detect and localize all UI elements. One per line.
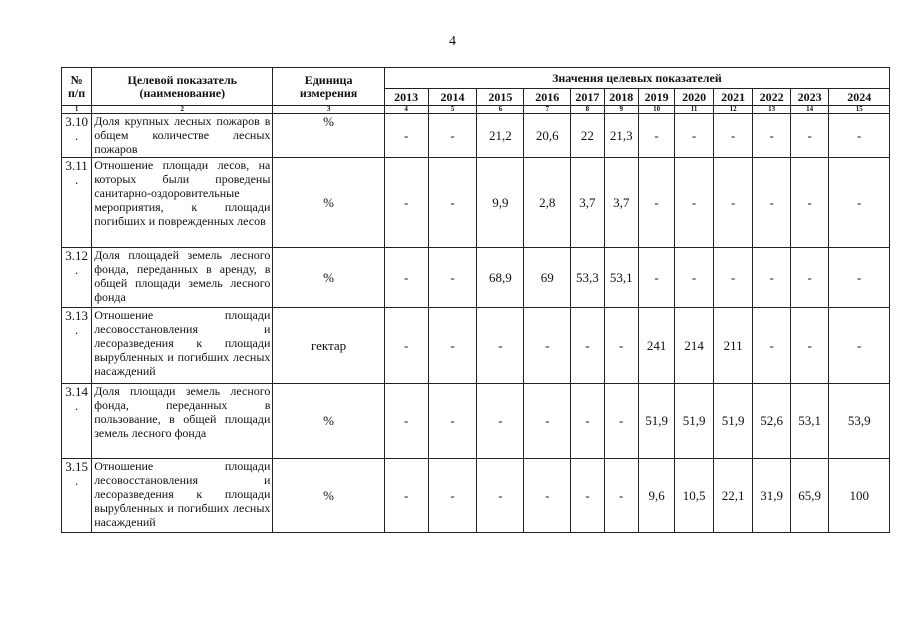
column-number: 6 — [477, 106, 524, 114]
value-cell: - — [675, 114, 714, 158]
column-number: 12 — [713, 106, 753, 114]
value-cell: 241 — [638, 308, 674, 384]
value-cell: - — [428, 459, 477, 533]
header-col-unit: Единица измерения — [273, 68, 384, 106]
indicator-name: Отношение площади лесов, на которых были проведены санитарно-оздоровительные мероприятия, к площади погибших и поврежденных лесов — [92, 158, 273, 248]
table-row — [62, 158, 890, 248]
column-number: 11 — [675, 106, 714, 114]
value-cell: - — [384, 114, 428, 158]
value-cell: - — [790, 308, 829, 384]
unit-of-measure: % — [273, 248, 384, 308]
column-number: 8 — [571, 106, 604, 114]
value-cell: 21,2 — [477, 114, 524, 158]
value-cell: - — [604, 459, 638, 533]
header-year: 2024 — [829, 89, 890, 106]
value-cell: - — [675, 158, 714, 248]
table-row — [62, 248, 890, 308]
value-cell: - — [384, 459, 428, 533]
table-row — [62, 308, 890, 384]
value-cell: 3,7 — [571, 158, 604, 248]
value-cell: 53,1 — [604, 248, 638, 308]
value-cell: - — [384, 308, 428, 384]
header-year: 2021 — [713, 89, 753, 106]
value-cell: 22 — [571, 114, 604, 158]
value-cell: - — [571, 384, 604, 459]
value-cell: 214 — [675, 308, 714, 384]
value-cell: 100 — [829, 459, 890, 533]
header-year: 2016 — [524, 89, 571, 106]
row-number: 3.11 . — [62, 158, 92, 248]
row-number: 3.12 . — [62, 248, 92, 308]
column-number: 9 — [604, 106, 638, 114]
header-values: Значения целевых показателей — [384, 68, 889, 89]
value-cell: - — [638, 114, 674, 158]
value-cell: 22,1 — [713, 459, 753, 533]
value-cell: 51,9 — [638, 384, 674, 459]
value-cell: 68,9 — [477, 248, 524, 308]
value-cell: - — [604, 384, 638, 459]
indicator-name: Отношение площади лесовосстановления и лесоразведения к площади вырубленных и погибших лесных насаждений — [92, 459, 273, 533]
value-cell: - — [428, 158, 477, 248]
value-cell: 20,6 — [524, 114, 571, 158]
value-cell: - — [638, 158, 674, 248]
header-col-number: № п/п — [62, 68, 92, 106]
value-cell: 9,6 — [638, 459, 674, 533]
value-cell: - — [829, 308, 890, 384]
header-year: 2014 — [428, 89, 477, 106]
value-cell: - — [713, 248, 753, 308]
page-number: 4 — [449, 34, 456, 49]
value-cell: - — [753, 248, 790, 308]
value-cell: - — [713, 114, 753, 158]
value-cell: - — [384, 384, 428, 459]
value-cell: - — [571, 308, 604, 384]
column-number: 10 — [638, 106, 674, 114]
value-cell: 65,9 — [790, 459, 829, 533]
row-number: 3.13 . — [62, 308, 92, 384]
value-cell: 21,3 — [604, 114, 638, 158]
value-cell: - — [753, 114, 790, 158]
value-cell: - — [604, 308, 638, 384]
targets-table — [61, 67, 890, 533]
value-cell: - — [384, 158, 428, 248]
value-cell: 51,9 — [713, 384, 753, 459]
header-year: 2023 — [790, 89, 829, 106]
value-cell: - — [638, 248, 674, 308]
unit-of-measure: % — [273, 459, 384, 533]
value-cell: - — [524, 384, 571, 459]
value-cell: - — [829, 248, 890, 308]
value-cell: - — [477, 459, 524, 533]
value-cell: 51,9 — [675, 384, 714, 459]
value-cell: 69 — [524, 248, 571, 308]
value-cell: - — [713, 158, 753, 248]
value-cell: - — [571, 459, 604, 533]
column-number: 14 — [790, 106, 829, 114]
value-cell: 31,9 — [753, 459, 790, 533]
row-number: 3.15 . — [62, 459, 92, 533]
table-row — [62, 114, 890, 158]
value-cell: - — [477, 384, 524, 459]
header-year: 2020 — [675, 89, 714, 106]
indicator-name: Доля площади земель лесного фонда, переданных в пользование, в общей площади земель лесного фонда — [92, 384, 273, 459]
unit-of-measure: % — [273, 384, 384, 459]
value-cell: - — [428, 384, 477, 459]
value-cell: - — [790, 114, 829, 158]
unit-of-measure: % — [273, 114, 384, 158]
value-cell: - — [524, 459, 571, 533]
value-cell: - — [428, 308, 477, 384]
value-cell: 53,3 — [571, 248, 604, 308]
header-year: 2019 — [638, 89, 674, 106]
header-year: 2017 — [571, 89, 604, 106]
value-cell: - — [384, 248, 428, 308]
header-year: 2015 — [477, 89, 524, 106]
value-cell: - — [829, 114, 890, 158]
unit-of-measure: % — [273, 158, 384, 248]
indicator-name: Доля крупных лесных пожаров в общем количестве лесных пожаров — [92, 114, 273, 158]
column-number: 1 — [62, 106, 92, 114]
row-number: 3.10 . — [62, 114, 92, 158]
header-year: 2022 — [753, 89, 790, 106]
column-number: 4 — [384, 106, 428, 114]
value-cell: - — [790, 248, 829, 308]
column-number: 5 — [428, 106, 477, 114]
indicator-name: Отношение площади лесовосстановления и лесоразведения к площади вырубленных и погибших лесных насаждений — [92, 308, 273, 384]
value-cell: - — [753, 158, 790, 248]
value-cell: 53,1 — [790, 384, 829, 459]
column-number: 2 — [92, 106, 273, 114]
value-cell: 2,8 — [524, 158, 571, 248]
value-cell: - — [675, 248, 714, 308]
value-cell: - — [753, 308, 790, 384]
value-cell: - — [428, 114, 477, 158]
unit-of-measure: гектар — [273, 308, 384, 384]
value-cell: - — [829, 158, 890, 248]
value-cell: 211 — [713, 308, 753, 384]
value-cell: 3,7 — [604, 158, 638, 248]
value-cell: - — [477, 308, 524, 384]
value-cell: - — [790, 158, 829, 248]
value-cell: 10,5 — [675, 459, 714, 533]
value-cell: 52,6 — [753, 384, 790, 459]
column-number: 7 — [524, 106, 571, 114]
value-cell: 53,9 — [829, 384, 890, 459]
column-number: 3 — [273, 106, 384, 114]
row-number: 3.14 . — [62, 384, 92, 459]
header-year: 2013 — [384, 89, 428, 106]
table-row — [62, 384, 890, 459]
value-cell: - — [524, 308, 571, 384]
table-row — [62, 459, 890, 533]
value-cell: - — [428, 248, 477, 308]
header-year: 2018 — [604, 89, 638, 106]
indicator-name: Доля площадей земель лесного фонда, переданных в аренду, в общей площади земель лесного фонда — [92, 248, 273, 308]
column-number: 15 — [829, 106, 890, 114]
column-number: 13 — [753, 106, 790, 114]
header-col-name: Целевой показатель (наименование) — [92, 68, 273, 106]
value-cell: 9,9 — [477, 158, 524, 248]
